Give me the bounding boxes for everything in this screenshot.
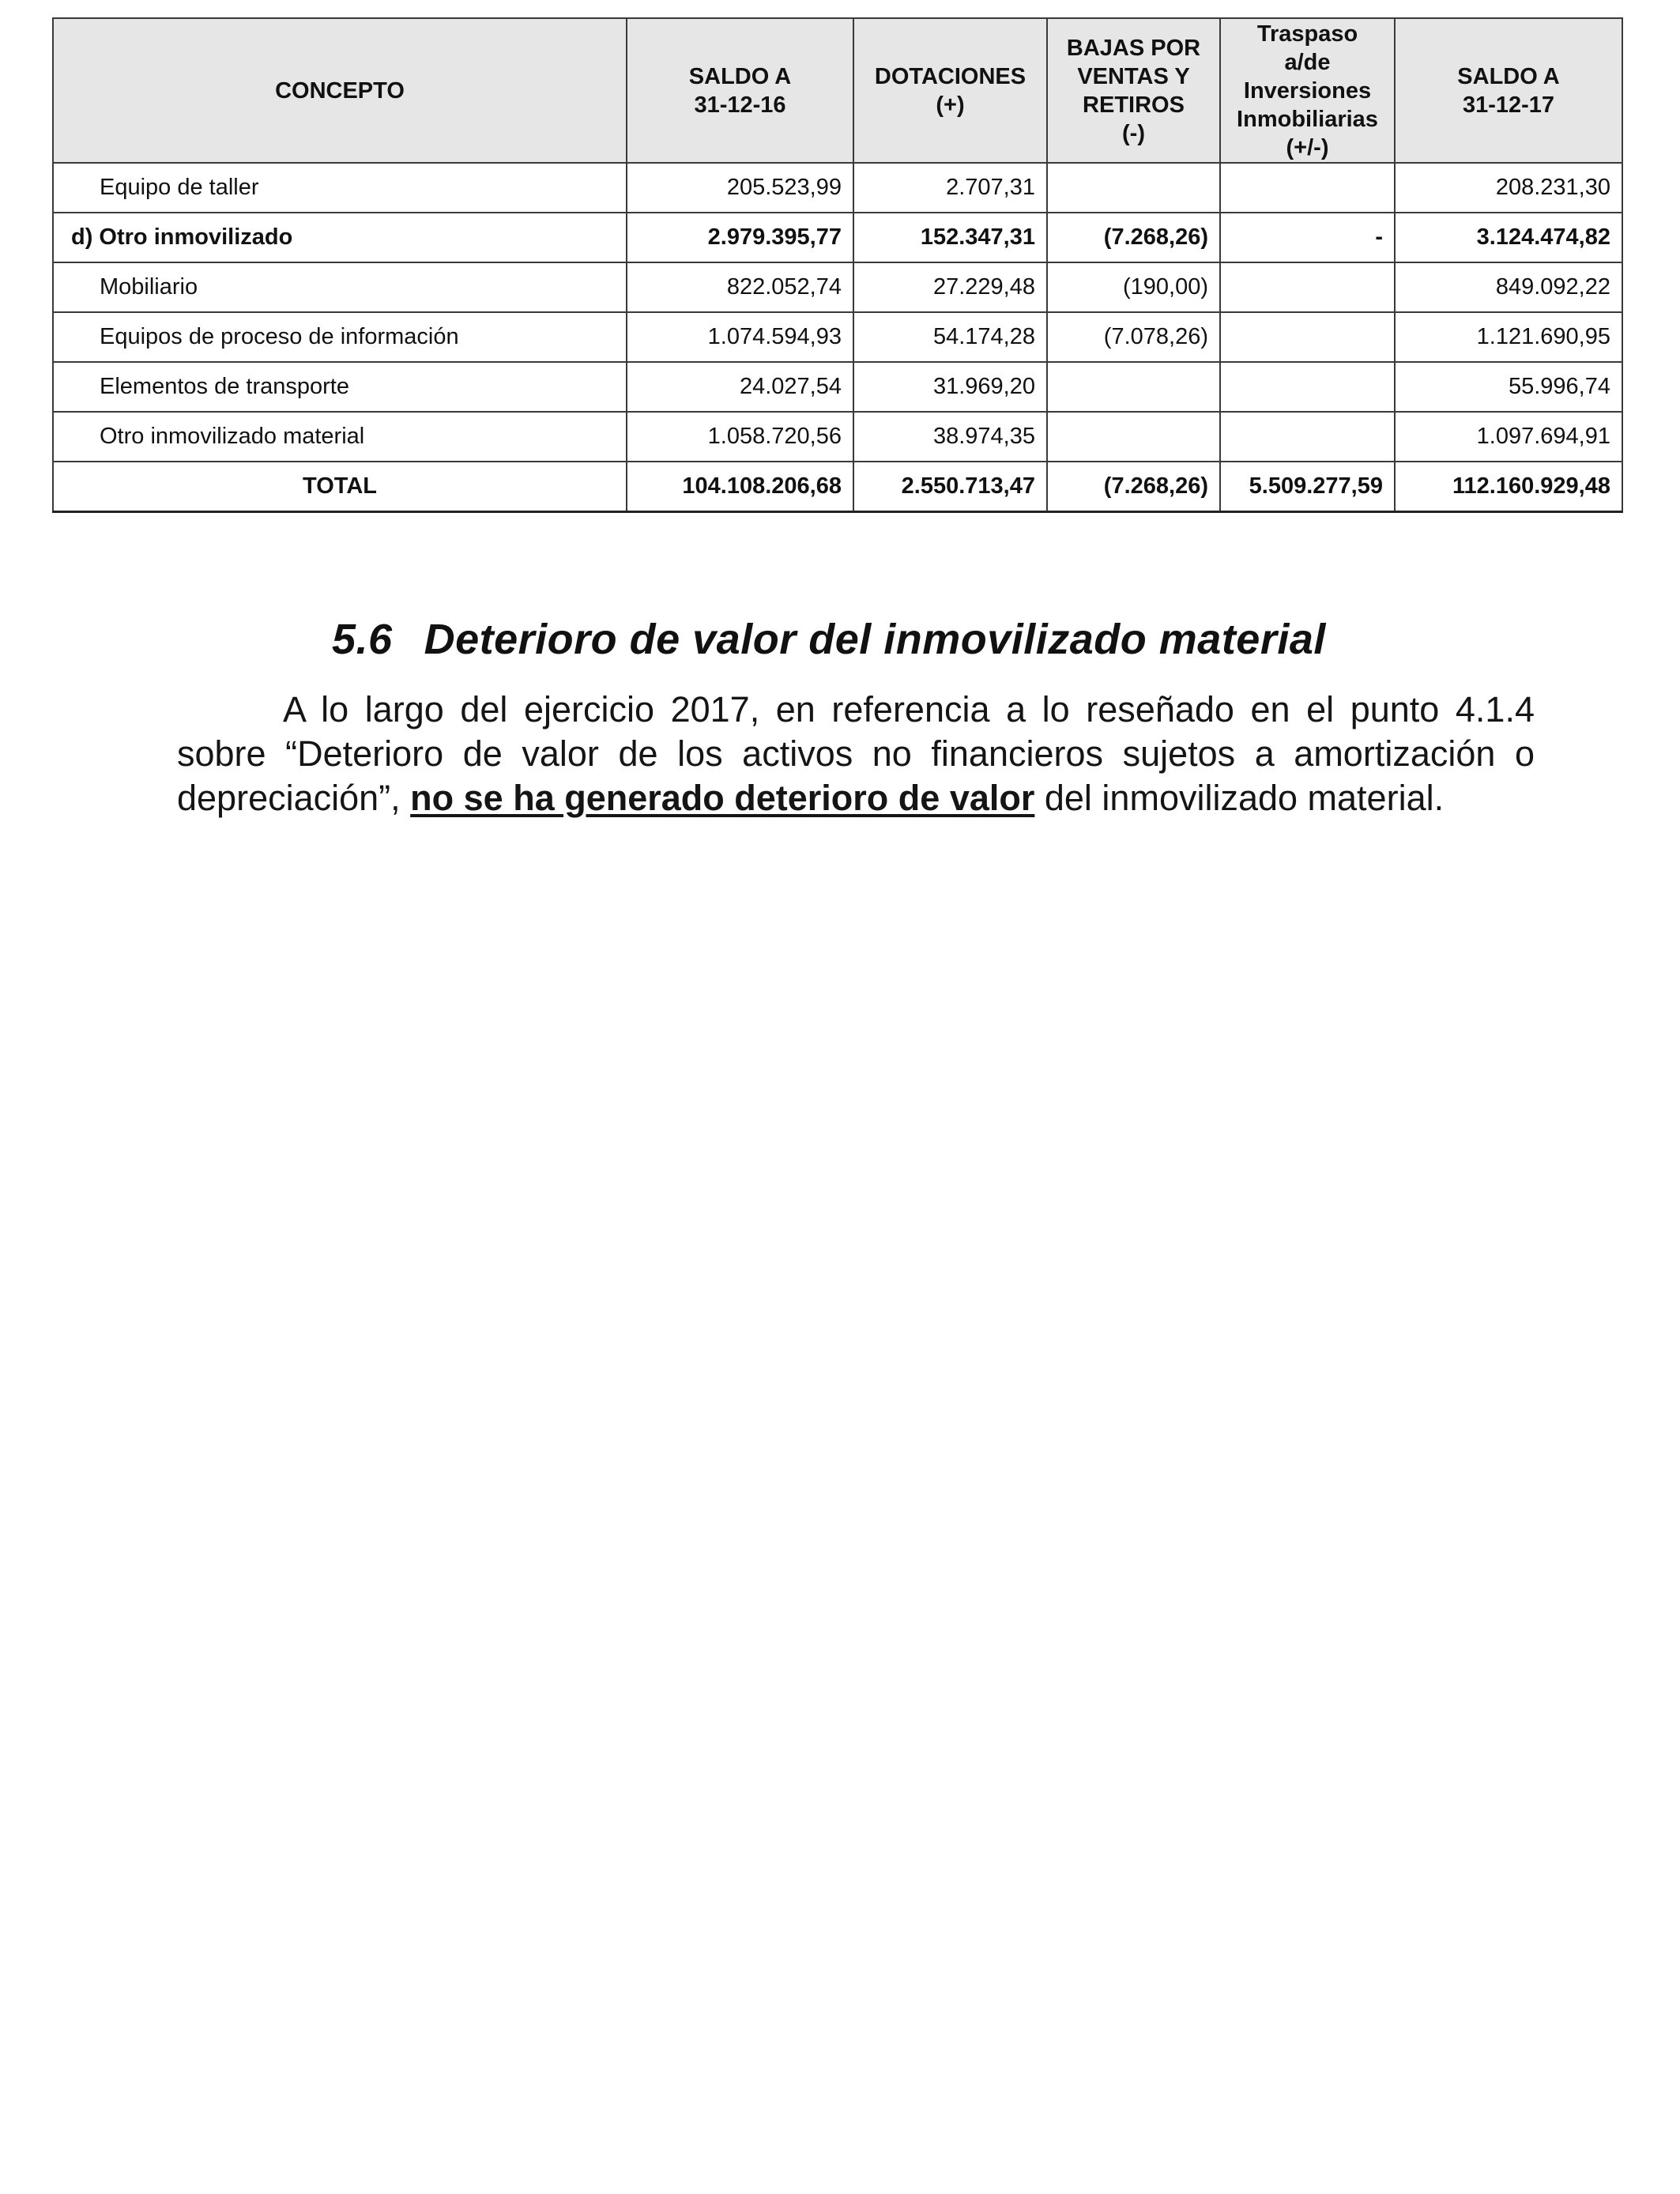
table-row xyxy=(53,312,1622,362)
table-total-row xyxy=(53,462,1622,512)
header-bajas: BAJAS POR VENTAS Y RETIROS (-) xyxy=(1047,18,1220,163)
paragraph-emphasis: no se ha generado deterioro de valor xyxy=(410,778,1035,818)
cell-concepto: Equipo de taller xyxy=(53,163,627,213)
header-traspaso: Traspaso a/de Inversiones Inmobiliarias (+/-) xyxy=(1220,18,1395,163)
header-concepto: CONCEPTO xyxy=(53,18,627,163)
table-row xyxy=(53,362,1622,412)
cell-saldo-inicial: 24.027,54 xyxy=(627,362,853,412)
cell-concepto: Elementos de transporte xyxy=(53,362,627,412)
cell-bajas xyxy=(1047,163,1220,213)
cell-dotaciones: 27.229,48 xyxy=(853,262,1047,312)
cell-dotaciones: 152.347,31 xyxy=(853,213,1047,262)
cell-bajas xyxy=(1047,412,1220,462)
section-number: 5.6 xyxy=(332,616,393,663)
table-header-row xyxy=(53,18,1622,163)
cell-saldo-inicial: 104.108.206,68 xyxy=(627,462,853,512)
cell-dotaciones: 38.974,35 xyxy=(853,412,1047,462)
cell-saldo-final: 3.124.474,82 xyxy=(1395,213,1622,262)
cell-bajas: (7.268,26) xyxy=(1047,213,1220,262)
cell-saldo-inicial: 822.052,74 xyxy=(627,262,853,312)
cell-concepto: Mobiliario xyxy=(53,262,627,312)
cell-bajas: (7.078,26) xyxy=(1047,312,1220,362)
section-title-text: Deterioro de valor del inmovilizado material xyxy=(424,616,1326,663)
header-saldo-final: SALDO A 31-12-17 xyxy=(1395,18,1622,163)
body-paragraph xyxy=(177,688,1535,820)
cell-saldo-inicial: 1.058.720,56 xyxy=(627,412,853,462)
cell-saldo-final: 55.996,74 xyxy=(1395,362,1622,412)
cell-saldo-final: 112.160.929,48 xyxy=(1395,462,1622,512)
paragraph-text-after: del inmovilizado material. xyxy=(1034,778,1445,818)
table-row xyxy=(53,163,1622,213)
cell-saldo-inicial: 1.074.594,93 xyxy=(627,312,853,362)
cell-bajas xyxy=(1047,362,1220,412)
table-row xyxy=(53,262,1622,312)
cell-traspaso xyxy=(1220,412,1395,462)
paragraph-text-before: A lo largo del ejercicio 2017, en referencia a lo reseñado en el punto 4.1.4 sobre “Deterioro de valor de los activos no financieros sujetos a amortización o depreciación”, xyxy=(177,689,1535,818)
asset-movements-table xyxy=(52,17,1623,513)
cell-saldo-inicial: 205.523,99 xyxy=(627,163,853,213)
cell-total-label: TOTAL xyxy=(53,462,627,512)
cell-saldo-final: 849.092,22 xyxy=(1395,262,1622,312)
cell-traspaso: - xyxy=(1220,213,1395,262)
cell-traspaso xyxy=(1220,163,1395,213)
cell-bajas: (7.268,26) xyxy=(1047,462,1220,512)
cell-dotaciones: 2.550.713,47 xyxy=(853,462,1047,512)
section-heading xyxy=(332,615,1326,664)
cell-traspaso xyxy=(1220,312,1395,362)
cell-saldo-final: 208.231,30 xyxy=(1395,163,1622,213)
cell-saldo-final: 1.097.694,91 xyxy=(1395,412,1622,462)
header-saldo-inicial: SALDO A 31-12-16 xyxy=(627,18,853,163)
cell-saldo-final: 1.121.690,95 xyxy=(1395,312,1622,362)
header-dotaciones: DOTACIONES (+) xyxy=(853,18,1047,163)
cell-traspaso: 5.509.277,59 xyxy=(1220,462,1395,512)
cell-traspaso xyxy=(1220,262,1395,312)
cell-dotaciones: 31.969,20 xyxy=(853,362,1047,412)
cell-dotaciones: 54.174,28 xyxy=(853,312,1047,362)
cell-bajas: (190,00) xyxy=(1047,262,1220,312)
cell-concepto: Otro inmovilizado material xyxy=(53,412,627,462)
cell-saldo-inicial: 2.979.395,77 xyxy=(627,213,853,262)
cell-concepto: d) Otro inmovilizado xyxy=(53,213,627,262)
cell-concepto: Equipos de proceso de información xyxy=(53,312,627,362)
table-row-group xyxy=(53,213,1622,262)
cell-dotaciones: 2.707,31 xyxy=(853,163,1047,213)
table-row xyxy=(53,412,1622,462)
cell-traspaso xyxy=(1220,362,1395,412)
